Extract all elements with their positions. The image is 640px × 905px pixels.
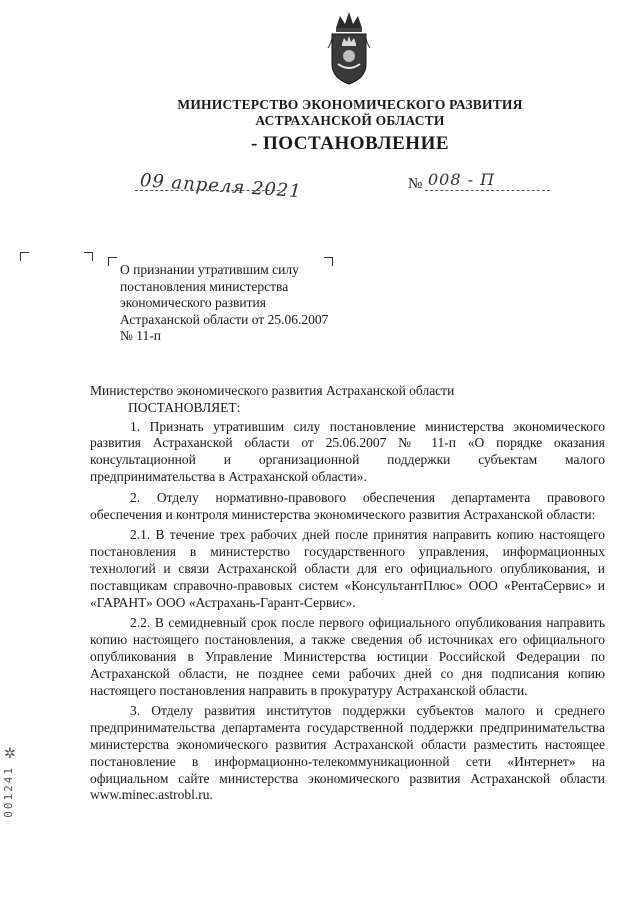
paragraph-3: 3. Отделу развития институтов поддержки субъектов малого и среднего предпринимательства департамента государственной поддержки предпринимательства министерства экономического развития Астраханской области разместить настоящее постановление в информационно-телекоммуникационной сети «Интернет» на официальном сайте министерства экономического развития Астраханской области www.minec.astrobl.ru.: [90, 703, 605, 803]
coat-of-arms-icon: [326, 8, 372, 88]
paragraph-2-1: 2.1. В течение трех рабочих дней после принятия направить копию настоящего постановления в министерство государственного управления, информационных технологий и связи Астраханской области для его официального опубликования, и поставщикам справочно-правовых систем «КонсультантПлюс» ООО «РентаСервис» и «ГАРАНТ» ООО «Астрахань-Гарант-Сервис».: [90, 527, 605, 610]
margin-serial-number: 001241: [2, 766, 15, 818]
ministry-name-line2: АСТРАХАНСКОЙ ОБЛАСТИ: [255, 113, 445, 128]
paragraph-2-2: 2.2. В семидневный срок после первого официального опубликования направить копию настоящего постановления, а также сведения об источниках его официального опубликования в Управление Министерства юстиции Российской Федерации по Астраханской области, не позднее семи рабочих дней со дня подписания копию настоящего постановления направить в прокуратуру Астраханской области.: [90, 615, 605, 698]
paragraph-1: 1. Признать утратившим силу постановление министерства экономического развития Астраханской области от 25.06.2007 № 11-п «О порядке оказания консультационной и организационной поддержки субъектам малого предпринимательства в Астраханской области».: [90, 418, 605, 484]
handwritten-date: 09 апреля 2021: [139, 170, 303, 203]
subject-corner-left: [108, 257, 117, 266]
number-underline: [425, 190, 550, 191]
date-underline: [135, 190, 285, 191]
document-subject: О признании утратившим силу постановления министерства экономического развития Астраханской области от 25.06.2007 № 11-п: [120, 262, 329, 343]
ministry-name-line1: МИНИСТЕРСТВО ЭКОНОМИЧЕСКОГО РАЗВИТИЯ: [177, 97, 523, 112]
corner-mark-left: [20, 252, 29, 261]
number-label: №: [408, 176, 423, 192]
document-body: [90, 383, 605, 804]
corner-mark-left-end: [84, 252, 93, 261]
asterisk-icon: ✲: [4, 747, 16, 762]
document-type-text: ПОСТАНОВЛЕНИЕ: [263, 133, 450, 154]
handwritten-number: 008 - П: [428, 170, 496, 189]
document-type-title: - ПОСТАНОВЛЕНИЕ: [250, 133, 450, 154]
intro-paragraph: Министерство экономического развития Астраханской области: [90, 383, 455, 398]
decree-word: ПОСТАНОВЛЯЕТ:: [128, 399, 241, 415]
paragraph-2: 2. Отделу нормативно-правового обеспечения департамента правового обеспечения и контроля министерства экономического развития Астраханской области:: [90, 489, 605, 522]
